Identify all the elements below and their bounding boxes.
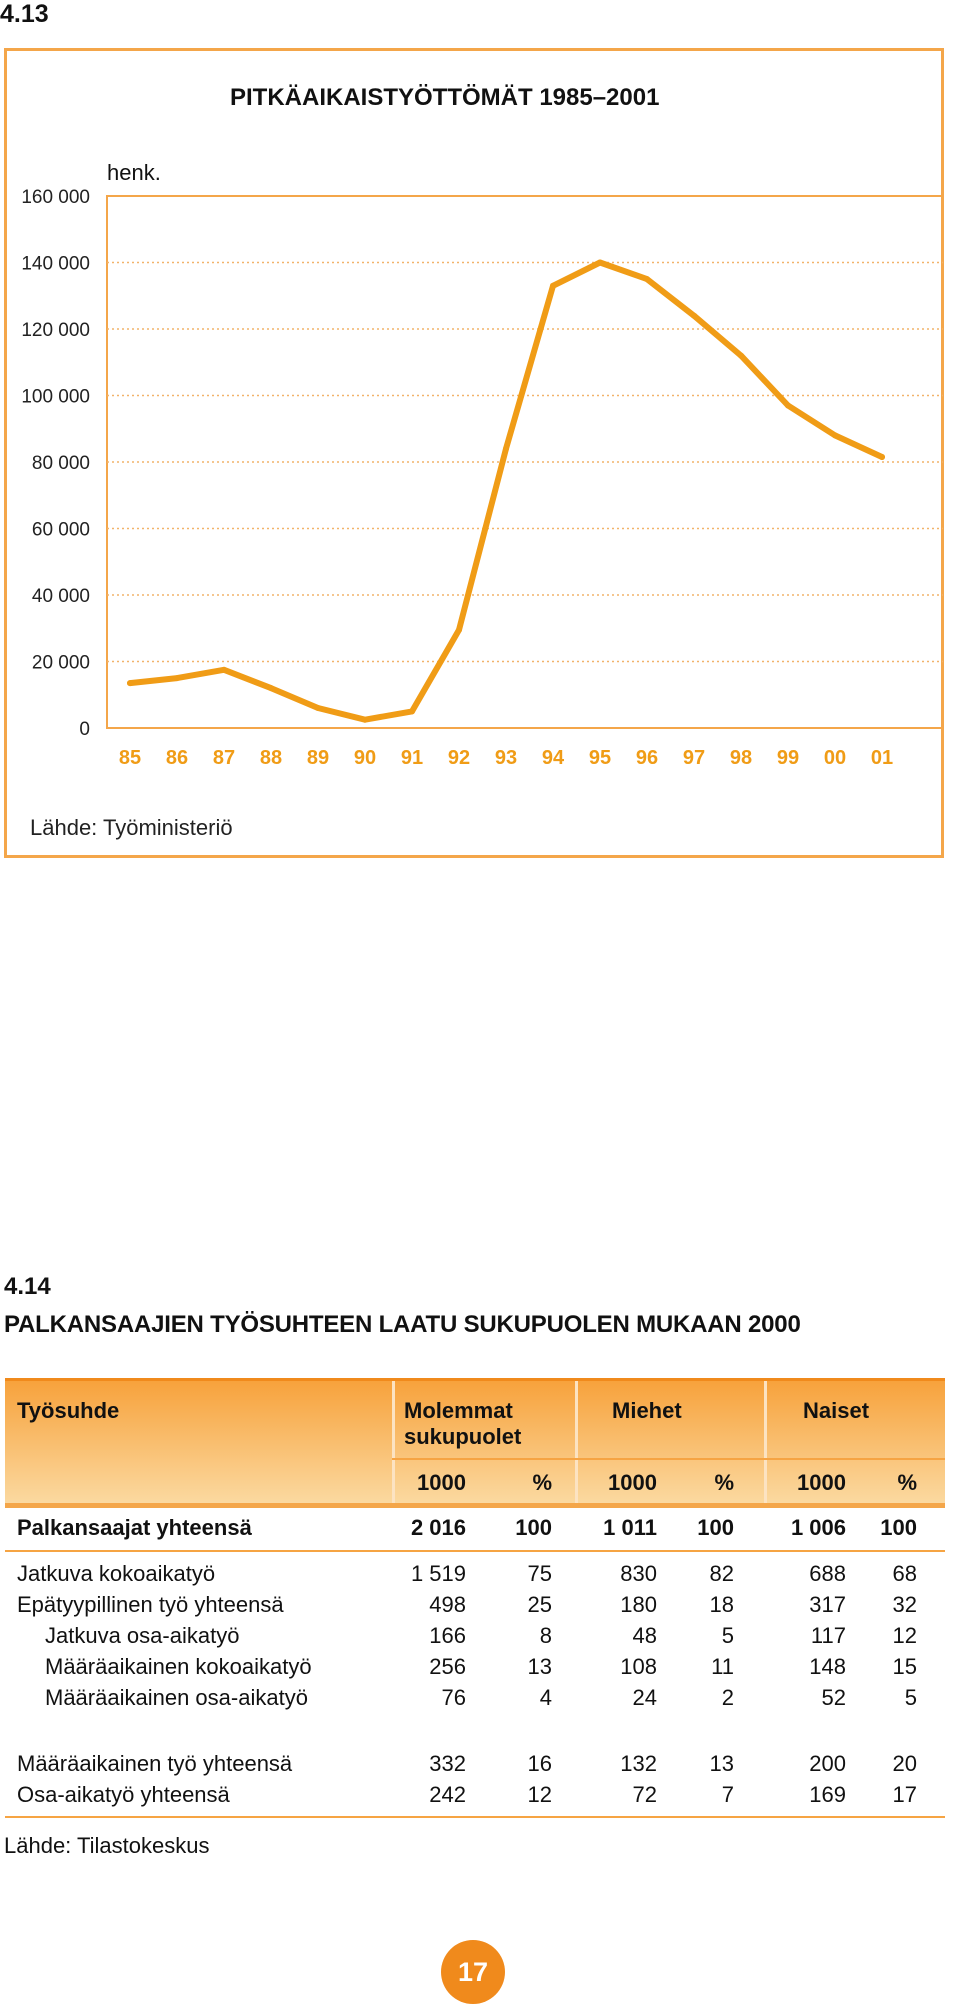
table-row-value: 4 (539, 1685, 552, 1710)
y-tick-label: 160 000 (21, 187, 90, 208)
data-point (644, 276, 650, 282)
x-tick-label: 86 (165, 747, 189, 769)
x-tick-label: 94 (541, 747, 565, 769)
y-tick-label: 100 000 (21, 386, 90, 408)
table-row-value: 20 (892, 1751, 917, 1776)
table-row-value: 82 (709, 1561, 734, 1586)
table-title: PALKANSAAJIEN TYÖSUHTEEN LAATU SUKUPUOLEN MUKAAN 2000 (4, 1311, 801, 1338)
data-point (785, 402, 791, 408)
x-tick-label: 97 (682, 747, 706, 769)
total-row-value: 100 (697, 1515, 734, 1540)
data-point (832, 432, 838, 438)
sub-header: 1000 (608, 1470, 657, 1495)
x-tick-label: 85 (118, 747, 142, 769)
table-header-stripe (5, 1503, 945, 1508)
table-row-value: 317 (809, 1592, 846, 1617)
x-tick-label: 01 (870, 747, 894, 769)
chart-source: Lähde: Työministeriö (30, 815, 233, 840)
data-point (315, 705, 321, 711)
table-row-value: 169 (809, 1782, 846, 1807)
table-row-value: 830 (620, 1561, 657, 1586)
table-row-value: 166 (429, 1623, 466, 1648)
line-chart (0, 0, 960, 860)
table-row-value: 2 (721, 1685, 734, 1710)
header-tyosuhde: Työsuhde (17, 1398, 120, 1423)
header-naiset: Naiset (803, 1398, 870, 1423)
table-row-value: 108 (620, 1654, 657, 1679)
table-row-value: 25 (527, 1592, 552, 1617)
table-row-value: 48 (632, 1623, 657, 1648)
table-row-value: 8 (539, 1623, 552, 1648)
x-tick-label: 91 (400, 747, 424, 769)
sub-header: % (897, 1470, 917, 1495)
table-row-value: 132 (620, 1751, 657, 1776)
y-tick-label: 60 000 (31, 519, 90, 541)
table-row-value: 72 (632, 1782, 657, 1807)
table-row-value: 24 (632, 1685, 657, 1710)
table-row-value: 75 (527, 1561, 552, 1586)
table-row-value: 13 (709, 1751, 734, 1776)
x-tick-label: 90 (353, 747, 377, 769)
data-point (221, 667, 227, 673)
chart-title: PITKÄAIKAISTYÖTTÖMÄT 1985–2001 (230, 84, 660, 111)
y-tick-label: 40 000 (31, 586, 90, 607)
table-row-value: 200 (809, 1751, 846, 1776)
table-row-value: 332 (429, 1751, 466, 1776)
table-row-label: Määräaikainen kokoaikatyö (45, 1654, 312, 1679)
data-point (362, 717, 368, 723)
table-row-value: 15 (892, 1654, 917, 1679)
total-row-value: 2 016 (410, 1515, 466, 1540)
table-row-value: 688 (809, 1561, 846, 1586)
header-miehet: Miehet (612, 1398, 682, 1423)
figure-number: 4.13 (0, 0, 49, 28)
x-tick-label: 96 (635, 747, 659, 769)
table-row-value: 52 (821, 1685, 846, 1710)
series-line (130, 263, 882, 720)
data-point (691, 313, 697, 319)
table-row-value: 242 (429, 1782, 466, 1807)
y-tick-label: 120 000 (21, 320, 90, 341)
x-tick-label: 99 (776, 747, 800, 769)
data-point (456, 627, 462, 633)
table-row-value: 17 (892, 1782, 917, 1807)
table-row-value: 5 (721, 1623, 734, 1648)
total-row-value: 1 006 (790, 1515, 846, 1540)
table-row-value: 256 (429, 1654, 466, 1679)
x-tick-label: 98 (729, 747, 753, 769)
table-row-label: Epätyypillinen työ yhteensä (17, 1592, 284, 1617)
row-separator (5, 1550, 945, 1552)
data-point (550, 283, 556, 289)
data-point (503, 446, 509, 452)
y-tick-label: 80 000 (31, 453, 90, 474)
table-row-value: 12 (892, 1623, 917, 1648)
data-point (738, 353, 744, 359)
table-row-value: 76 (441, 1685, 466, 1710)
x-tick-label: 00 (823, 747, 847, 769)
table-row-value: 498 (429, 1592, 466, 1617)
sub-header: % (532, 1470, 552, 1495)
data-point (879, 454, 885, 460)
page-number: 17 (441, 1940, 505, 2004)
x-tick-label: 93 (494, 747, 518, 769)
y-tick-label: 140 000 (21, 253, 90, 275)
table-row-value: 68 (892, 1561, 917, 1586)
y-axis-unit: henk. (107, 160, 161, 185)
table-row-value: 16 (527, 1751, 552, 1776)
x-tick-label: 89 (306, 747, 330, 769)
table-row-value: 32 (892, 1592, 917, 1617)
table-row-value: 7 (721, 1782, 734, 1807)
table-row-value: 1 519 (410, 1561, 466, 1586)
table-row-value: 13 (527, 1654, 552, 1679)
header-rule (392, 1458, 945, 1460)
table-row-label: Osa-aikatyö yhteensä (17, 1782, 230, 1807)
sub-header: % (714, 1470, 734, 1495)
total-row-label: Palkansaajat yhteensä (17, 1515, 252, 1540)
table-row-label: Jatkuva kokoaikatyö (17, 1561, 216, 1586)
table-row-label: Määräaikainen työ yhteensä (17, 1751, 293, 1776)
table-row-value: 117 (810, 1623, 846, 1648)
table-row-value: 180 (620, 1592, 657, 1617)
x-tick-label: 95 (588, 747, 612, 769)
table-row-label: Määräaikainen osa-aikatyö (45, 1685, 308, 1710)
header-molemmat: Molemmat (404, 1398, 513, 1423)
table-number: 4.14 (4, 1273, 51, 1300)
sub-header: 1000 (797, 1470, 846, 1495)
total-row-value: 100 (515, 1515, 552, 1540)
total-row-value: 1 011 (603, 1515, 657, 1540)
x-tick-label: 92 (447, 747, 471, 769)
y-tick-label: 20 000 (31, 652, 90, 674)
y-tick-label: 0 (79, 719, 90, 740)
x-tick-label: 88 (259, 747, 283, 769)
sub-header: 1000 (417, 1470, 466, 1495)
data-point (127, 680, 133, 686)
data-point (268, 685, 274, 691)
header-sukupuolet: sukupuolet (404, 1424, 522, 1449)
table-row-value: 148 (809, 1654, 846, 1679)
table-row-value: 5 (904, 1685, 917, 1710)
x-tick-label: 87 (212, 747, 236, 769)
table-row-label: Jatkuva osa-aikatyö (45, 1623, 240, 1648)
table-bottom-rule (5, 1816, 945, 1818)
data-point (409, 708, 415, 714)
data-point (174, 675, 180, 681)
table-row-value: 18 (709, 1592, 734, 1617)
table-source: Lähde: Tilastokeskus (4, 1833, 210, 1858)
table-row-value: 11 (711, 1654, 734, 1679)
data-point (597, 260, 603, 266)
total-row-value: 100 (880, 1515, 917, 1540)
table-row-value: 12 (527, 1782, 552, 1807)
